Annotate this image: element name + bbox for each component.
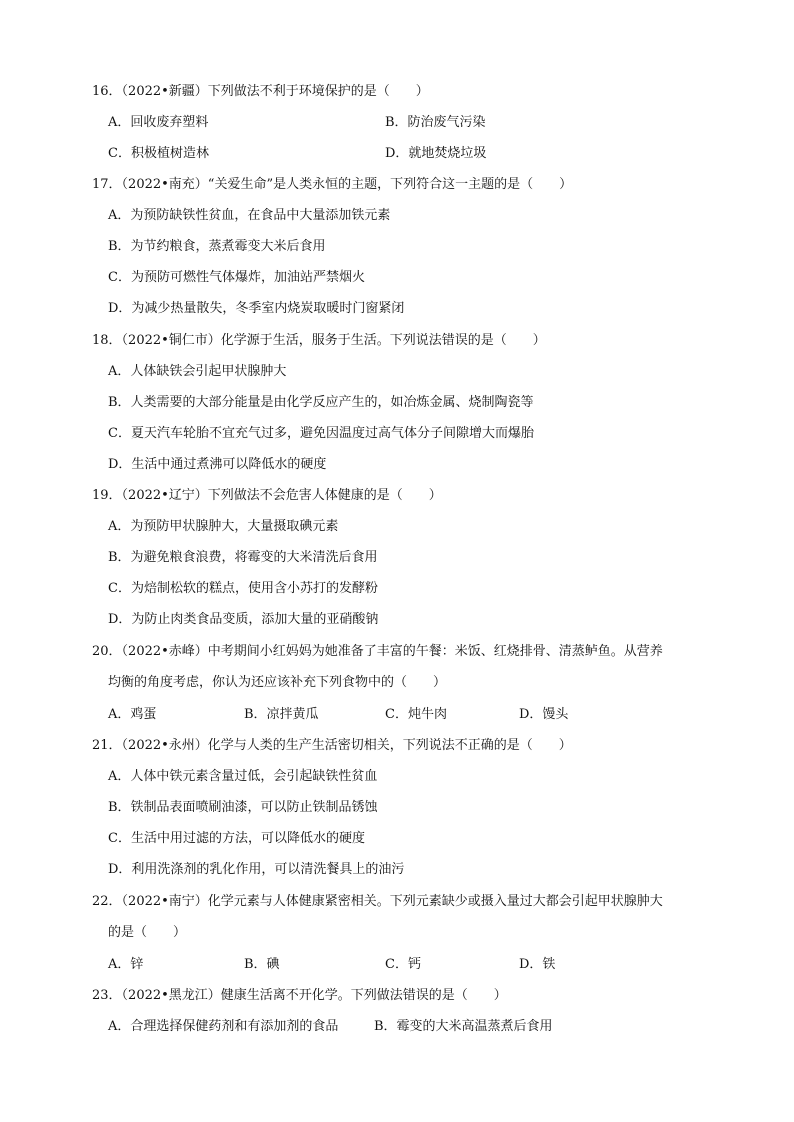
question-22-option-c: C．钙: [385, 957, 421, 972]
question-17-option-a: A．为预防缺铁性贫血，在食品中大量添加铁元素: [108, 208, 391, 223]
question-18-stem: 18．（2022•铜仁市）化学源于生活，服务于生活。下列说法错误的是（ ）: [92, 333, 546, 348]
question-18-option-a: A．人体缺铁会引起甲状腺肿大: [108, 364, 287, 379]
question-17-stem: 17．（2022•南充）“关爱生命”是人类永恒的主题，下列符合这一主题的是（ ）: [92, 177, 573, 192]
question-20-option-c: C．炖牛肉: [385, 707, 447, 722]
question-21-option-d: D．利用洗涤剂的乳化作用，可以清洗餐具上的油污: [108, 862, 405, 877]
question-19-stem: 19．（2022•辽宁）下列做法不会危害人体健康的是（ ）: [92, 488, 442, 503]
question-23-option-b: B．霉变的大米高温蒸煮后食用: [374, 1019, 553, 1034]
question-20-option-b: B．凉拌黄瓜: [244, 707, 319, 722]
question-19-option-c: C．为焙制松软的糕点，使用含小苏打的发酵粉: [108, 581, 378, 596]
question-16-stem: 16．（2022•新疆）下列做法不利于环境保护的是（ ）: [92, 84, 429, 99]
question-22-option-b: B．碘: [244, 957, 280, 972]
question-21-option-a: A．人体中铁元素含量过低，会引起缺铁性贫血: [108, 769, 378, 784]
question-17-option-d: D．为减少热量散失，冬季室内烧炭取暖时门窗紧闭: [108, 301, 405, 316]
question-23-option-a: A．合理选择保健药剂和有添加剂的食品: [108, 1019, 339, 1034]
question-16-option-d: D．就地焚烧垃圾: [385, 146, 487, 161]
question-20-stem-continued: 均衡的角度考虑，你认为还应该补充下列食物中的（ ）: [108, 675, 447, 690]
question-19-option-a: A．为预防甲状腺肿大，大量摄取碘元素: [108, 519, 339, 534]
question-18-option-d: D．生活中通过煮沸可以降低水的硬度: [108, 457, 327, 472]
question-21-stem: 21．（2022•永州）化学与人类的生产生活密切相关，下列说法不正确的是（ ）: [92, 738, 572, 753]
question-20-option-d: D．馒头: [519, 707, 569, 722]
question-22-option-d: D．铁: [519, 957, 556, 972]
question-18-option-c: C．夏天汽车轮胎不宜充气过多，避免因温度过高气体分子间隙增大而爆胎: [108, 426, 534, 441]
question-23-stem: 23．（2022•黑龙江）健康生活离不开化学。下列做法错误的是（ ）: [92, 988, 507, 1003]
question-20-option-a: A．鸡蛋: [108, 707, 157, 722]
question-19-option-b: B．为避免粮食浪费，将霉变的大米清洗后食用: [108, 550, 378, 565]
question-20-stem: 20．（2022•赤峰）中考期间小红妈妈为她准备了丰富的午餐：米饭、红烧排骨、清蒸鲈鱼。从营养: [92, 644, 663, 659]
question-16-option-a: A．回收废弃塑料: [108, 115, 209, 130]
question-21-option-b: B．铁制品表面喷刷油漆，可以防止铁制品锈蚀: [108, 800, 378, 815]
question-22-stem-continued: 的是（ ）: [108, 925, 187, 940]
question-17-option-b: B．为节约粮食，蒸煮霉变大米后食用: [108, 239, 326, 254]
question-22-stem: 22．（2022•南宁）化学元素与人体健康紧密相关。下列元素缺少或摄入量过大都会引起甲状腺肿大: [92, 894, 663, 909]
question-22-option-a: A．锌: [108, 957, 144, 972]
question-19-option-d: D．为防止肉类食品变质，添加大量的亚硝酸钠: [108, 612, 379, 627]
question-21-option-c: C．生活中用过滤的方法，可以降低水的硬度: [108, 831, 365, 846]
question-16-option-b: B．防治废气污染: [385, 115, 486, 130]
question-18-option-b: B．人类需要的大部分能量是由化学反应产生的，如冶炼金属、烧制陶瓷等: [108, 395, 534, 410]
question-17-option-c: C．为预防可燃性气体爆炸，加油站严禁烟火: [108, 270, 365, 285]
question-16-option-c: C．积极植树造林: [108, 146, 209, 161]
